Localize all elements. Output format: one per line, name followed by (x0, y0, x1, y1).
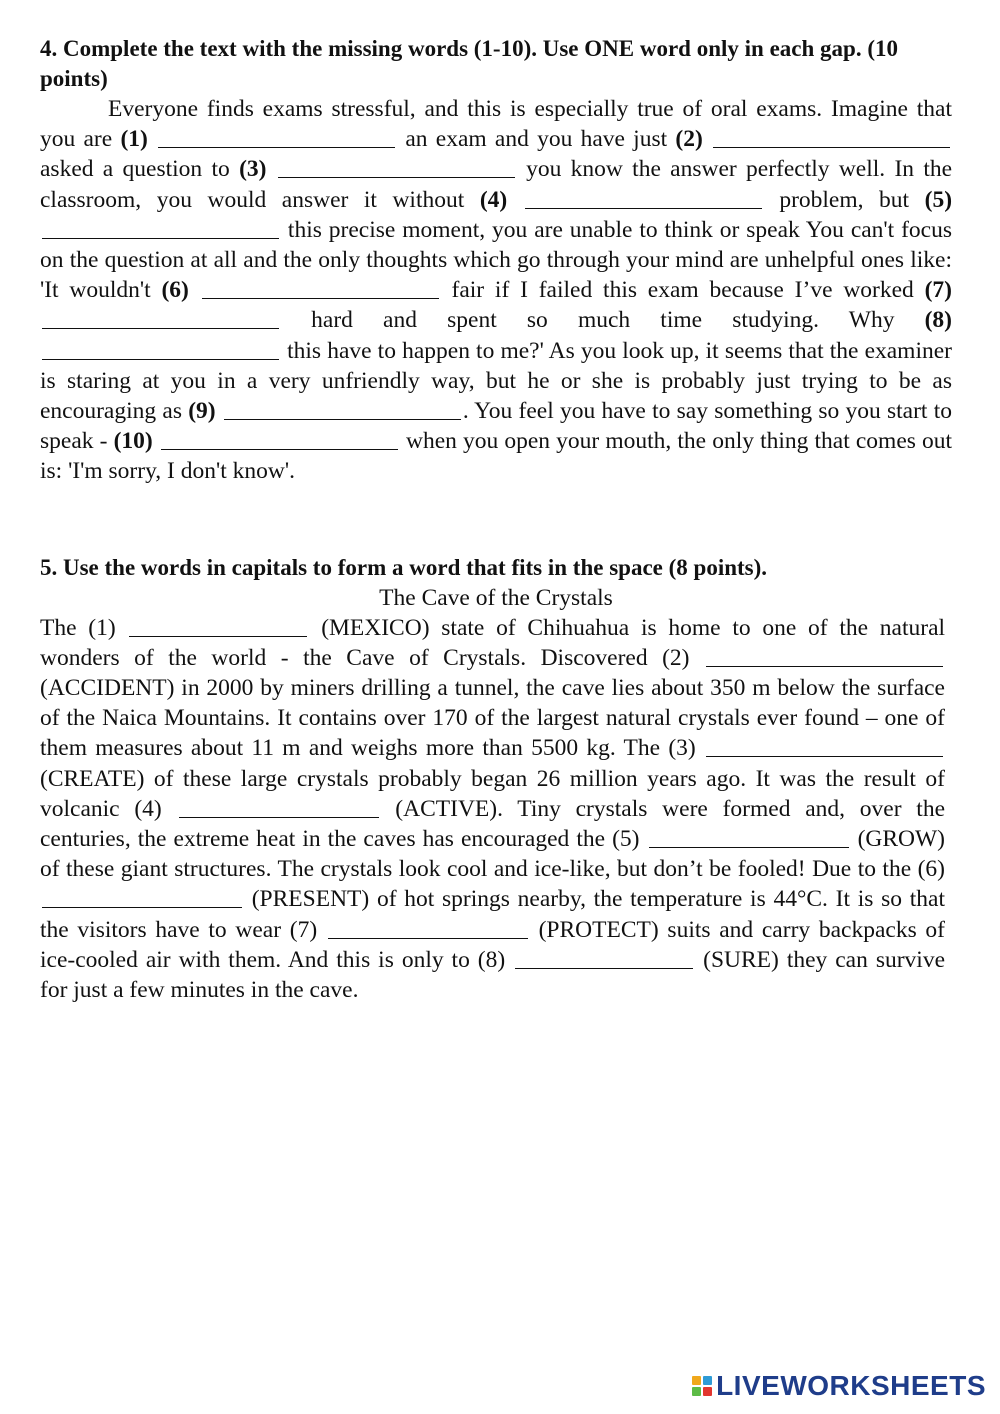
text-segment: . You feel you have to say something so you start to speak - (40, 398, 952, 455)
gap-6-input[interactable] (202, 297, 439, 299)
gap-number-3: (3) (239, 156, 267, 183)
word-form-4-input[interactable] (179, 816, 379, 818)
section-4-heading: 4. Complete the text with the missing words (1-10). Use ONE word only in each gap. (10 points) (40, 36, 898, 91)
logo-square (703, 1387, 712, 1396)
gap-number-2: (2) (675, 126, 703, 153)
text-title: The Cave of the Crystals (379, 584, 613, 611)
gap-number-10: (10) (113, 428, 153, 455)
section-4-text (40, 94, 952, 487)
text-segment: fair if I failed this exam because I’ve worked (451, 277, 914, 304)
word-form-8-input[interactable] (515, 967, 693, 969)
gap-number-1: (1) (120, 126, 148, 153)
text-segment: asked a question to (40, 156, 230, 183)
text-segment: an exam and you have just (405, 126, 668, 153)
gap-3-input[interactable] (278, 176, 515, 178)
logo-square (692, 1376, 701, 1385)
logo-square (703, 1376, 712, 1385)
gap-7-input[interactable] (42, 327, 279, 329)
text-segment: (PRESENT) of hot springs nearby, the temperature is 44°C. It is so that the visitors have to wear (7) (40, 886, 945, 943)
text-segment: (SURE) they can survive for just a few minutes in the cave. (40, 946, 945, 1004)
text-segment: when you open your mouth, the only thing that comes out is: 'I'm sorry, I don't know'. (40, 428, 953, 485)
gap-4-input[interactable] (525, 207, 762, 209)
gap-number-6: (6) (161, 277, 189, 304)
brand-name: LIVEWORKSHEETS (716, 1370, 986, 1401)
word-form-7-input[interactable] (328, 937, 528, 939)
gap-number-7: (7) (924, 277, 953, 304)
text-segment: this have to happen to me?' As you look up, it seems that the examiner is staring at you in a very unfriendly way, but he or she is probably just trying to be as encouraging as (40, 337, 952, 425)
text-segment: The (1) (40, 614, 116, 641)
word-form-3-input[interactable] (706, 755, 943, 757)
text-segment: (ACCIDENT) in 2000 by miners drilling a tunnel, the cave lies about 350 m below the surface of the Naica Mountains. It contains over 170 of the largest natural crystals ever found – one of them measures about 11 m and weighs more than 5500 kg. The (3) (40, 675, 945, 762)
word-form-5-input[interactable] (649, 846, 849, 848)
text-segment: (MEXICO) state of Chihuahua is home to one of the natural wonders of the world - the Cave of Crystals. Discovered (2) (40, 614, 946, 671)
section-5-heading: 5. Use the words in capitals to form a word that fits in the space (8 points). (40, 554, 768, 580)
text-segment: problem, but (779, 186, 910, 213)
gap-9-input[interactable] (224, 418, 461, 420)
logo-square (692, 1387, 701, 1396)
gap-2-input[interactable] (713, 146, 950, 148)
liveworksheets-logo (692, 1370, 986, 1402)
gap-10-input[interactable] (161, 448, 398, 450)
gap-number-4: (4) (479, 186, 508, 213)
word-form-2-input[interactable] (706, 665, 943, 667)
text-segment: you know the answer perfectly well. In the classroom, you would answer it without (40, 156, 953, 213)
section-5-text (40, 613, 945, 1006)
text-segment: hard and spent so much time studying. Why (311, 307, 895, 334)
text-segment: (CREATE) of these large crystals probably began 26 million years ago. It was the result of volcanic (4) (40, 765, 945, 822)
worksheet-page (40, 34, 952, 1005)
section-5 (40, 553, 952, 1006)
word-form-6-input[interactable] (42, 906, 242, 908)
gap-8-input[interactable] (42, 358, 279, 360)
word-form-1-input[interactable] (129, 635, 307, 637)
liveworksheets-logo-icon (692, 1376, 712, 1396)
text-segment: (ACTIVE). Tiny crystals were formed and, over the centuries, the extreme heat in the caves has encouraged the (5) (40, 795, 945, 853)
text-segment: (GROW) of these giant structures. The crystals look cool and ice-like, but don’t be fooled! Due to the (6) (40, 826, 946, 883)
text-segment: Everyone finds exams stressful, and this is especially true of oral exams. Imagine that you are (40, 96, 952, 153)
text-segment: (PROTECT) suits and carry backpacks of ice-cooled air with them. And this is only to (8) (40, 916, 946, 973)
gap-5-input[interactable] (42, 237, 279, 239)
gap-number-8: (8) (924, 307, 953, 334)
text-segment: this precise moment, you are unable to think or speak You can't focus on the question at all and the only thoughts which go through your mind are unhelpful ones like: 'It wouldn't (40, 216, 953, 304)
section-4 (40, 34, 952, 487)
gap-1-input[interactable] (158, 146, 395, 148)
gap-number-5: (5) (924, 186, 953, 213)
gap-number-9: (9) (188, 398, 216, 425)
